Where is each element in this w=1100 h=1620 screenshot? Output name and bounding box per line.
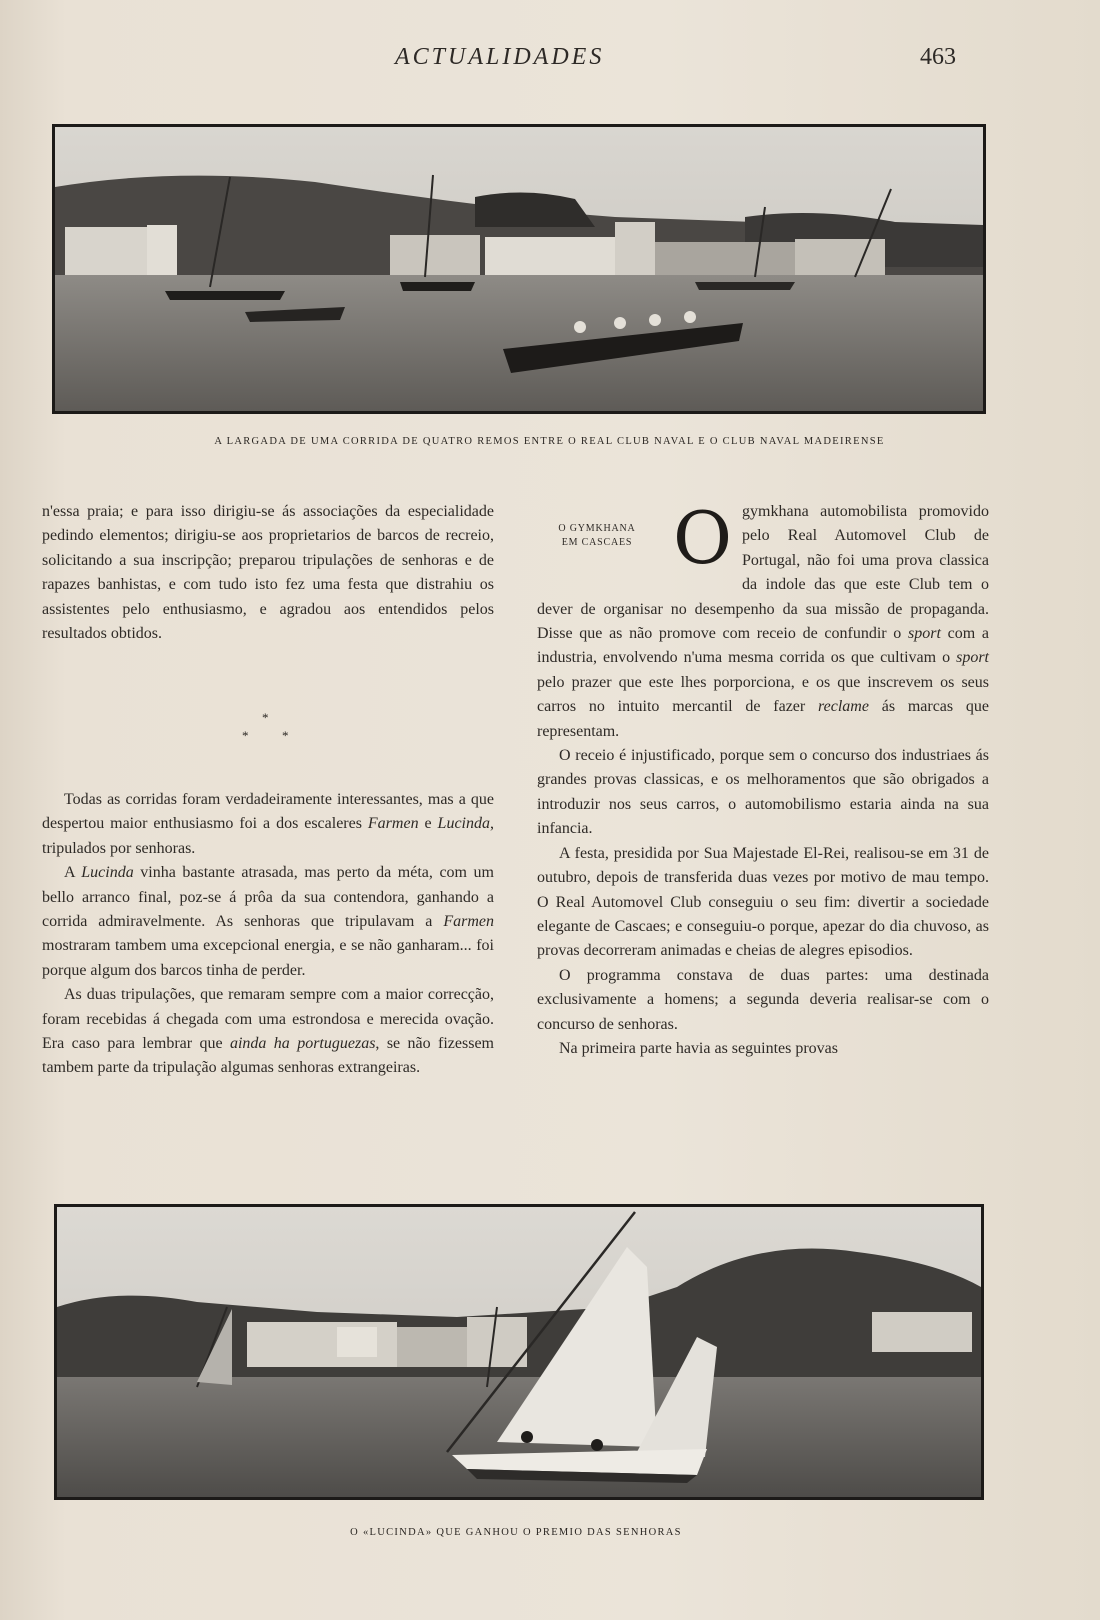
asterism-star-left: * bbox=[242, 728, 249, 743]
right-paragraph-3: A festa, presidida por Sua Majestade El-Rei, realisou-se em 31 de outubro, depois de transferida duas vezes por motivo de mau tempo. O Real Automovel Club conseguiu o seu fim: divertir a sociedade elegante de Cascaes; e conseguiu-o porque, apezar do dia chuvoso, as provas decorreram animadas e cheias de alegres episodios. bbox=[537, 844, 989, 960]
rowing-race-image bbox=[55, 127, 983, 411]
running-title: ACTUALIDADES bbox=[395, 44, 605, 70]
figure-caption-2: O «LUCINDA» QUE GANHOU O PREMIO DAS SENHORAS bbox=[350, 1527, 682, 1538]
left-paragraph-2: Todas as corridas foram verdadeiramente interessantes, mas a que despertou maior enthusiasmo foi a dos escaleres Farmen e Lucinda, tripulados por senhoras. bbox=[42, 791, 494, 857]
photo-lucinda-sailboat bbox=[54, 1204, 984, 1500]
right-paragraph-5: Na primeira parte havia as seguintes provas bbox=[559, 1039, 839, 1057]
running-head bbox=[0, 44, 1100, 84]
left-paragraph-3: A Lucinda vinha bastante atrasada, mas perto da méta, com um bello arranco final, poz-se á prôa da sua contendora, ganhando a corrida admiravelmente. As senhoras que tripulavam a Farmen mostraram tambem uma excepcional energia, e se não ganharam... foi porque algum dos barcos tinha de perder. bbox=[42, 864, 495, 979]
right-paragraph-1: gymkhana automobilista promovido pelo Real Automovel Club de Portugal, não foi uma prova classica da indole das que este Club tem o dever de organisar no desempenho da sua missão de propaganda. Disse que as não promove com receio de confundir o sport com a industria, envolvendo n'uma mesma corrida os que cultivam o sport pelo prazer que este lhes porporciona, e os que inscrevem os seus carros no intuito mercantil de fazer reclame ás marcas que representam. bbox=[537, 503, 990, 740]
asterism-star-right: * bbox=[282, 728, 289, 743]
sidehead-line-1: O GYMKHANA bbox=[558, 523, 636, 534]
lucinda-sailboat-image bbox=[57, 1207, 981, 1497]
asterism bbox=[240, 710, 300, 750]
drop-cap: O bbox=[673, 496, 733, 580]
left-column-bottom bbox=[42, 788, 494, 1081]
right-paragraph-4: O programma constava de duas partes: uma destinada exclusivamente a homens; a segunda deveria realisar-se com o concurso de senhoras. bbox=[537, 966, 989, 1033]
left-column-top bbox=[42, 500, 494, 646]
sidehead-line-2: EM CASCAES bbox=[561, 537, 633, 548]
right-column bbox=[537, 496, 990, 1061]
photo-rowing-race bbox=[52, 124, 986, 414]
section-sidehead bbox=[537, 522, 657, 550]
figure-caption-1: A LARGADA DE UMA CORRIDA DE QUATRO REMOS ENTRE O REAL CLUB NAVAL E O CLUB NAVAL MADEIRENSE bbox=[214, 436, 885, 447]
left-paragraph-1: n'essa praia; e para isso dirigiu-se ás associações da especialidade pedindo elementos; dirigiu-se aos proprietarios de barcos de recreio, solicitando a sua inscripção; preparou tripulações de senhoras e de rapazes banhistas, e com tudo isto fez uma festa que distrahiu os assistentes pelo enthusiasmo, e agradou aos entendidos pelos resultados obtidos. bbox=[42, 503, 494, 643]
asterism-star-top: * bbox=[262, 710, 269, 725]
page-number: 463 bbox=[920, 44, 956, 70]
left-paragraph-4: As duas tripulações, que remaram sempre com a maior correcção, foram recebidas á chegada com uma estrondosa e merecida ovação. Era caso para lembrar que ainda ha portuguezas, se não fizessem tambem parte da tripulação algumas senhoras extrangeiras. bbox=[42, 986, 494, 1077]
right-paragraph-2: O receio é injustificado, porque sem o concurso dos industriaes ás grandes provas classicas, e os melhoramentos que são obrigados a introduzir nos seus carros, o automobilismo estaria ainda na sua infancia. bbox=[537, 747, 989, 838]
